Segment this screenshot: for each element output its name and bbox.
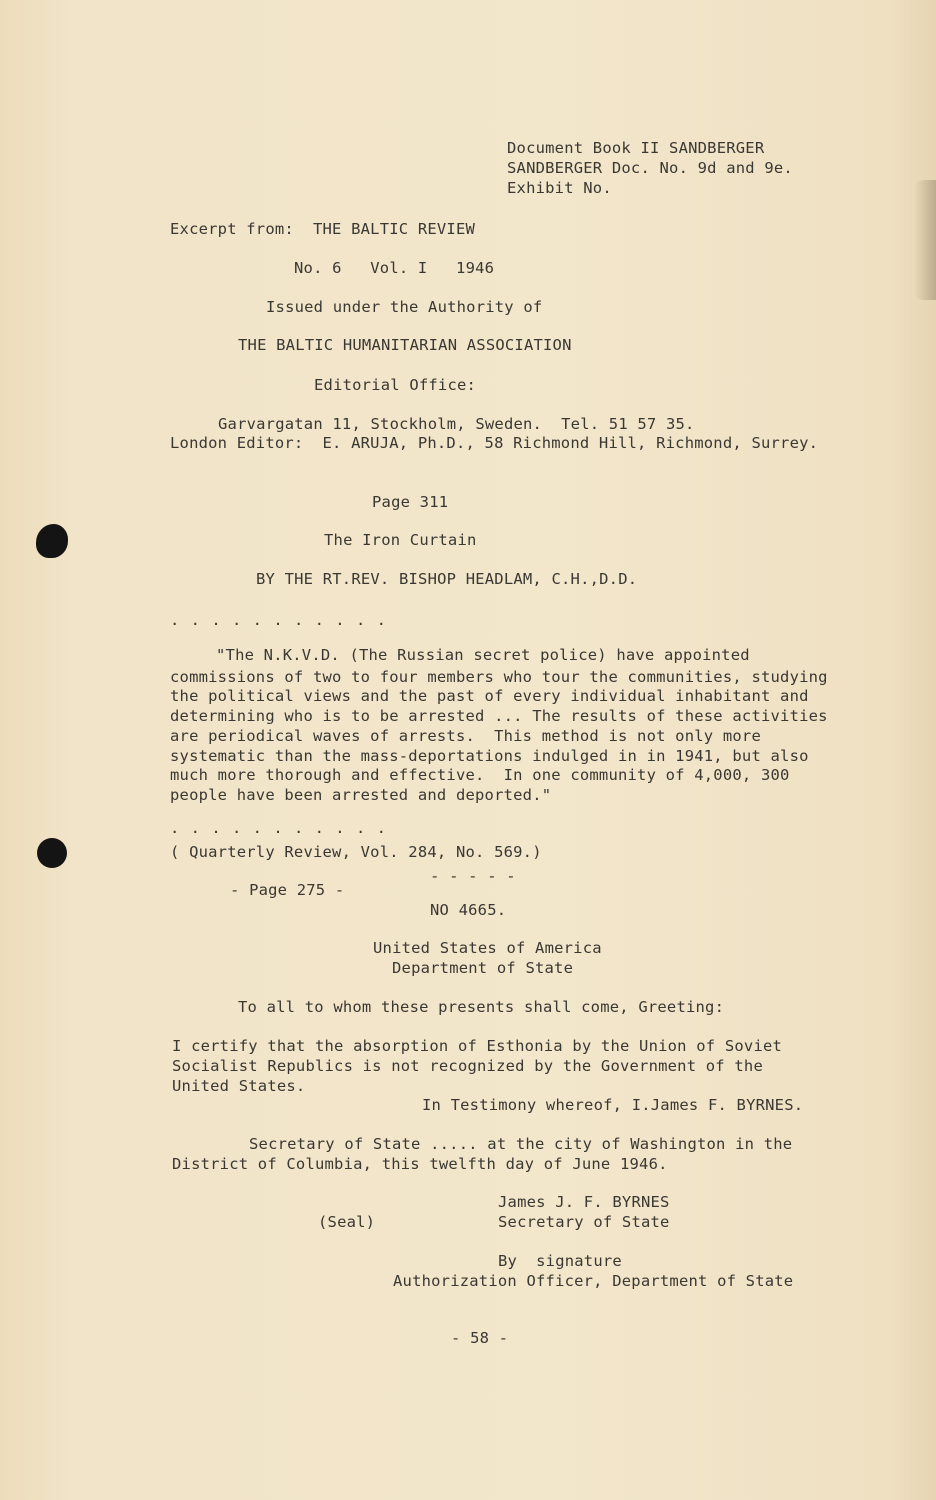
certificate-signer-name: James J. F. BYRNES <box>498 1193 670 1211</box>
excerpt-issue: No. 6 Vol. I 1946 <box>294 259 495 277</box>
header-document-book: Document Book II SANDBERGER <box>507 139 765 157</box>
punch-hole-top <box>36 524 68 558</box>
excerpt-association: THE BALTIC HUMANITARIAN ASSOCIATION <box>238 336 572 354</box>
certificate-signer-title: Secretary of State <box>498 1213 670 1231</box>
quote-line-6: systematic than the mass-deportations indulged in in 1941, but also <box>170 747 809 765</box>
quote-line-1: "The N.K.V.D. (The Russian secret police) have appointed <box>216 646 750 664</box>
quote-line-5: are periodical waves of arrests. This method is not only more <box>170 727 761 745</box>
article-title: The Iron Curtain <box>324 531 477 549</box>
certificate-body-3: United States. <box>172 1077 306 1095</box>
certificate-secretary-1: Secretary of State ..... at the city of Washington in the <box>249 1135 793 1153</box>
excerpt-london-editor: London Editor: E. ARUJA, Ph.D., 58 Richmond Hill, Richmond, Surrey. <box>170 434 819 452</box>
article-citation: ( Quarterly Review, Vol. 284, No. 569.) <box>170 843 542 861</box>
header-exhibit: Exhibit No. <box>507 179 612 197</box>
article-page: Page 311 <box>372 493 449 511</box>
quote-line-7: much more thorough and effective. In one community of 4,000, 300 <box>170 766 790 784</box>
certificate-by-signature: By signature <box>498 1252 622 1270</box>
certificate-secretary-2: District of Columbia, this twelfth day of June 1946. <box>172 1155 668 1173</box>
certificate-country: United States of America <box>373 939 602 957</box>
edge-shadow <box>914 180 936 300</box>
certificate-number: NO 4665. <box>430 901 507 919</box>
dots-separator-2: . . . . . . . . . . . <box>170 819 387 837</box>
certificate-seal: (Seal) <box>318 1213 376 1231</box>
certificate-department: Department of State <box>392 959 574 977</box>
article-byline: BY THE RT.REV. BISHOP HEADLAM, C.H.,D.D. <box>256 570 638 588</box>
header-doc-number: SANDBERGER Doc. No. 9d and 9e. <box>507 159 793 177</box>
excerpt-issued: Issued under the Authority of <box>266 298 543 316</box>
certificate-body-1: I certify that the absorption of Esthonia by the Union of Soviet <box>172 1037 783 1055</box>
quote-line-4: determining who is to be arrested ... The results of these activities <box>170 707 828 725</box>
punch-hole-bottom <box>37 838 67 868</box>
excerpt-address: Garvargatan 11, Stockholm, Sweden. Tel. 51 57 35. <box>218 415 695 433</box>
certificate-testimony: In Testimony whereof, I.James F. BYRNES. <box>422 1096 804 1114</box>
excerpt-editorial-label: Editorial Office: <box>314 376 477 394</box>
certificate-body-2: Socialist Republics is not recognized by the Government of the <box>172 1057 763 1075</box>
footer-page-number: - 58 - <box>451 1329 509 1347</box>
certificate-greeting: To all to whom these presents shall come, Greeting: <box>238 998 725 1016</box>
certificate-dashes: - - - - - <box>430 867 516 885</box>
certificate-authorization: Authorization Officer, Department of State <box>393 1272 794 1290</box>
quote-line-2: commissions of two to four members who tour the communities, studying <box>170 668 828 686</box>
excerpt-source: Excerpt from: THE BALTIC REVIEW <box>170 220 476 238</box>
quote-line-8: people have been arrested and deported." <box>170 786 552 804</box>
dots-separator-1: . . . . . . . . . . . <box>170 611 387 629</box>
article-page-ref: - Page 275 - <box>230 881 345 899</box>
quote-line-3: the political views and the past of every individual inhabitant and <box>170 687 809 705</box>
